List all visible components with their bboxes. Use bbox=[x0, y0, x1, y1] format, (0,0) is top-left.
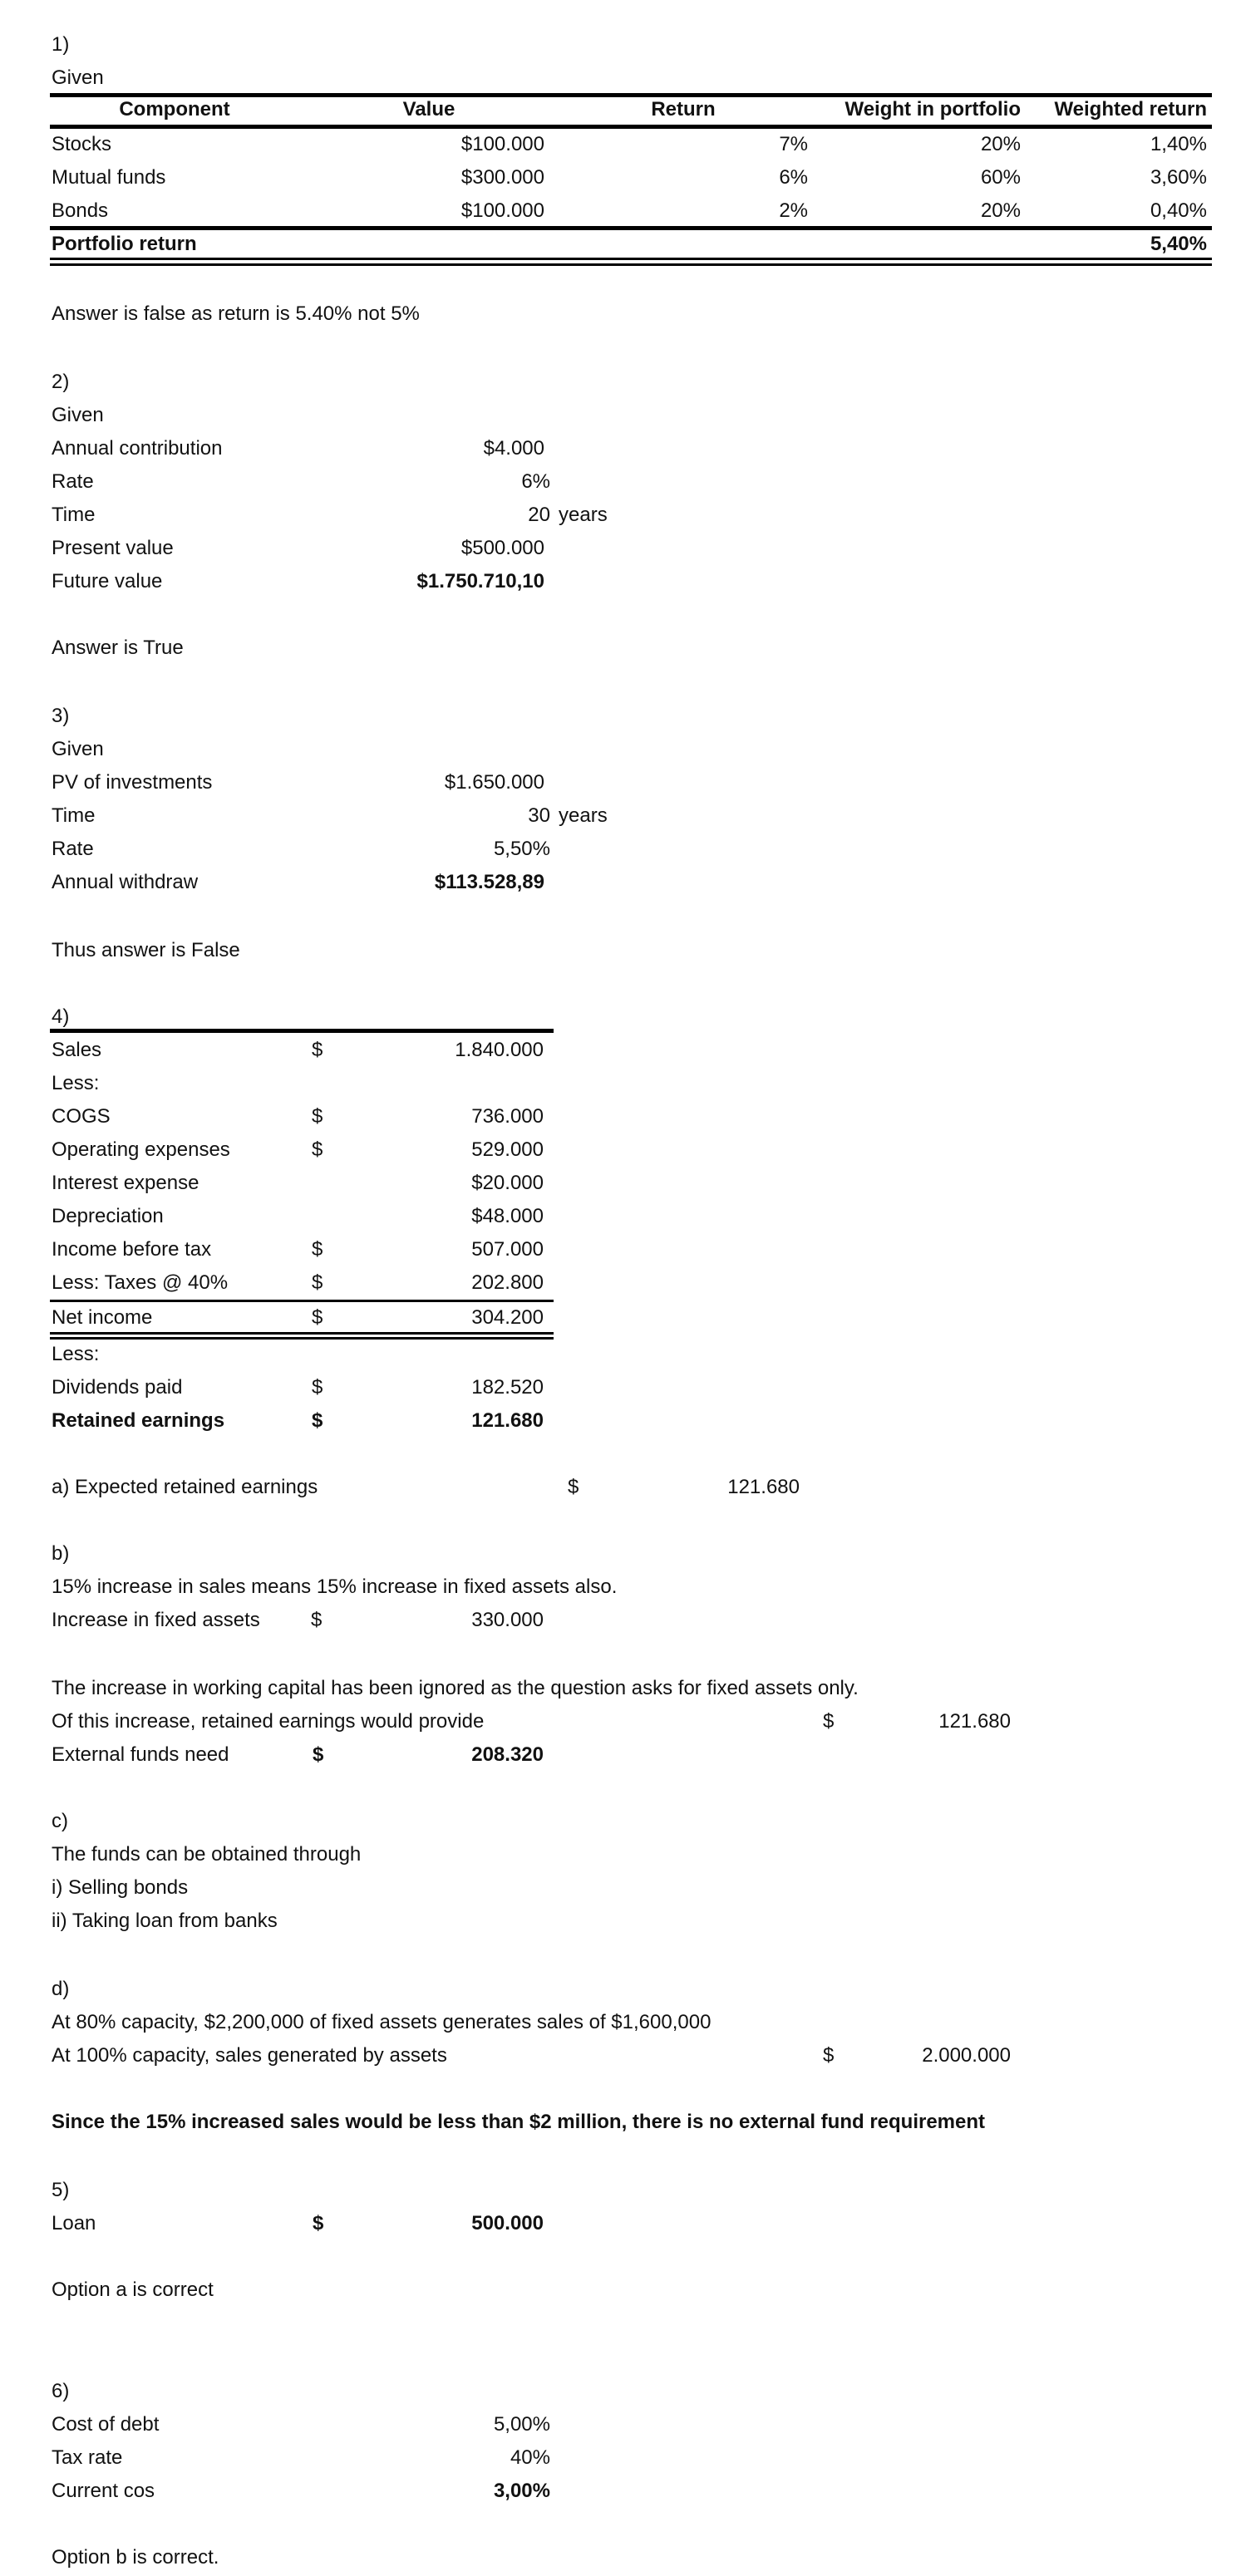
q1-answer: Answer is false as return is 5.40% not 5% bbox=[52, 302, 420, 325]
double-border-bottom bbox=[50, 1337, 554, 1340]
cogs-label: COGS bbox=[52, 1105, 111, 1128]
dividends-label: Dividends paid bbox=[52, 1376, 183, 1399]
tax-rate-value: 40% bbox=[510, 2446, 550, 2469]
external-funds-value: 208.320 bbox=[471, 1743, 544, 1766]
table-top-border bbox=[50, 93, 1212, 97]
part-d-line1: At 80% capacity, $2,200,000 of fixed assets generates sales of $1,600,000 bbox=[52, 2011, 712, 2033]
q5-answer: Option a is correct bbox=[52, 2279, 214, 2301]
future-value-value: $1.750.710,10 bbox=[416, 570, 544, 592]
interest-value: $20.000 bbox=[471, 1172, 544, 1194]
annual-withdraw-label: Annual withdraw bbox=[52, 871, 199, 893]
q1-given: Given bbox=[52, 66, 104, 89]
q3-given: Given bbox=[52, 738, 104, 760]
currency-sign: $ bbox=[312, 1409, 323, 1432]
tax-rate-label: Tax rate bbox=[52, 2446, 123, 2469]
cell-weight: 20% bbox=[980, 133, 1021, 155]
currency-sign: $ bbox=[311, 1609, 323, 1631]
present-value-label: Present value bbox=[52, 537, 174, 559]
time-value: 20 bbox=[528, 504, 550, 526]
portfolio-return-value: 5,40% bbox=[1150, 233, 1207, 255]
part-d-value: 2.000.000 bbox=[922, 2044, 1011, 2067]
annual-withdraw-value: $113.528,89 bbox=[434, 871, 544, 893]
q2-given: Given bbox=[52, 404, 104, 426]
depreciation-label: Depreciation bbox=[52, 1205, 164, 1227]
cell-value: $100.000 bbox=[460, 199, 544, 222]
cell-weight: 60% bbox=[980, 166, 1021, 189]
currency-sign: $ bbox=[312, 1039, 323, 1061]
future-value-label: Future value bbox=[52, 570, 163, 592]
tax-label: Less: Taxes @ 40% bbox=[52, 1271, 229, 1294]
part-c-line3: ii) Taking loan from banks bbox=[52, 1910, 278, 1932]
cell-return: 7% bbox=[779, 133, 808, 155]
ibt-label: Income before tax bbox=[52, 1238, 212, 1261]
pv-investments-label: PV of investments bbox=[52, 771, 213, 794]
double-border-bottom bbox=[50, 263, 1212, 266]
ibt-value: 507.000 bbox=[471, 1238, 544, 1261]
currency-sign: $ bbox=[312, 1376, 323, 1399]
q5-number: 5) bbox=[52, 2179, 70, 2201]
currency-sign: $ bbox=[312, 1138, 323, 1161]
external-funds-label: External funds need bbox=[52, 1743, 229, 1766]
annual-contribution-label: Annual contribution bbox=[52, 437, 223, 460]
currency-sign: $ bbox=[568, 1476, 579, 1498]
rate-label: Rate bbox=[52, 470, 94, 493]
part-a-value: 121.680 bbox=[727, 1476, 800, 1498]
part-c-line2: i) Selling bonds bbox=[52, 1876, 189, 1899]
rate-value: 6% bbox=[521, 470, 550, 493]
less-label: Less: bbox=[52, 1343, 100, 1365]
time-label: Time bbox=[52, 804, 96, 827]
part-c-line1: The funds can be obtained through bbox=[52, 1843, 362, 1866]
part-d-conclusion: Since the 15% increased sales would be less than $2 million, there is no external fund requirement bbox=[52, 2111, 986, 2133]
cell-weighted: 0,40% bbox=[1150, 199, 1207, 222]
retained-earnings-value: 121.680 bbox=[471, 1409, 544, 1432]
header-bottom-border bbox=[50, 125, 1212, 129]
cell-component: Stocks bbox=[52, 133, 112, 155]
part-a-label: a) Expected retained earnings bbox=[52, 1476, 318, 1498]
part-d-line2: At 100% capacity, sales generated by assets bbox=[52, 2044, 447, 2067]
time-unit: years bbox=[559, 804, 608, 827]
rate-value: 5,50% bbox=[493, 838, 550, 860]
net-income-top-border bbox=[50, 1300, 554, 1302]
header-return: Return bbox=[651, 98, 716, 120]
increase-fixed-assets-label: Increase in fixed assets bbox=[52, 1609, 260, 1631]
q1-number: 1) bbox=[52, 33, 70, 56]
cell-weight: 20% bbox=[980, 199, 1021, 222]
net-income-label: Net income bbox=[52, 1306, 153, 1329]
present-value-value: $500.000 bbox=[460, 537, 544, 559]
currency-sign: $ bbox=[312, 1271, 323, 1294]
rate-label: Rate bbox=[52, 838, 94, 860]
cell-component: Mutual funds bbox=[52, 166, 166, 189]
double-border-top bbox=[50, 1332, 554, 1335]
current-cos-value: 3,00% bbox=[493, 2480, 550, 2502]
part-b-label: b) bbox=[52, 1542, 70, 1565]
current-cos-label: Current cos bbox=[52, 2480, 155, 2502]
header-weight: Weight in portfolio bbox=[845, 98, 1021, 120]
double-border-top bbox=[50, 258, 1212, 260]
header-value: Value bbox=[402, 98, 455, 120]
tax-value: 202.800 bbox=[471, 1271, 544, 1294]
total-top-border bbox=[50, 226, 1212, 230]
opex-label: Operating expenses bbox=[52, 1138, 230, 1161]
loan-label: Loan bbox=[52, 2212, 96, 2234]
interest-label: Interest expense bbox=[52, 1172, 199, 1194]
net-income-value: 304.200 bbox=[471, 1306, 544, 1329]
q6-number: 6) bbox=[52, 2380, 70, 2402]
opex-value: 529.000 bbox=[471, 1138, 544, 1161]
part-b-line1: 15% increase in sales means 15% increase in fixed assets also. bbox=[52, 1576, 618, 1598]
retained-earnings-label: Retained earnings bbox=[52, 1409, 225, 1432]
q2-answer: Answer is True bbox=[52, 637, 184, 659]
currency-sign: $ bbox=[312, 1306, 323, 1329]
increase-fixed-assets-value: 330.000 bbox=[471, 1609, 544, 1631]
annual-contribution-value: $4.000 bbox=[483, 437, 544, 460]
currency-sign: $ bbox=[823, 2044, 835, 2067]
cost-of-debt-value: 5,00% bbox=[493, 2413, 550, 2436]
q3-number: 3) bbox=[52, 705, 70, 727]
cell-return: 6% bbox=[779, 166, 808, 189]
pv-investments-value: $1.650.000 bbox=[444, 771, 544, 794]
retained-provide-value: 121.680 bbox=[938, 1710, 1011, 1733]
cell-weighted: 3,60% bbox=[1150, 166, 1207, 189]
q4-number: 4) bbox=[52, 1005, 70, 1028]
retained-provide-label: Of this increase, retained earnings would provide bbox=[52, 1710, 485, 1733]
currency-sign: $ bbox=[312, 1238, 323, 1261]
currency-sign: $ bbox=[313, 2212, 324, 2234]
cost-of-debt-label: Cost of debt bbox=[52, 2413, 160, 2436]
part-c-label: c) bbox=[52, 1810, 68, 1832]
income-table-top-border bbox=[50, 1029, 554, 1033]
depreciation-value: $48.000 bbox=[471, 1205, 544, 1227]
header-weighted-return: Weighted return bbox=[1054, 98, 1207, 120]
time-value: 30 bbox=[528, 804, 550, 827]
currency-sign: $ bbox=[823, 1710, 835, 1733]
header-component: Component bbox=[119, 98, 230, 120]
cell-component: Bonds bbox=[52, 199, 109, 222]
cell-weighted: 1,40% bbox=[1150, 133, 1207, 155]
q3-answer: Thus answer is False bbox=[52, 939, 240, 961]
q2-number: 2) bbox=[52, 371, 70, 393]
part-d-label: d) bbox=[52, 1978, 70, 2000]
dividends-value: 182.520 bbox=[471, 1376, 544, 1399]
cell-value: $100.000 bbox=[460, 133, 544, 155]
cell-value: $300.000 bbox=[460, 166, 544, 189]
loan-value: 500.000 bbox=[471, 2212, 544, 2234]
part-b-note: The increase in working capital has been ignored as the question asks for fixed assets only. bbox=[52, 1677, 859, 1699]
q6-answer: Option b is correct. bbox=[52, 2546, 219, 2569]
sales-value: 1.840.000 bbox=[455, 1039, 544, 1061]
time-unit: years bbox=[559, 504, 608, 526]
time-label: Time bbox=[52, 504, 96, 526]
currency-sign: $ bbox=[312, 1105, 323, 1128]
currency-sign: $ bbox=[313, 1743, 324, 1766]
sales-label: Sales bbox=[52, 1039, 102, 1061]
less-label: Less: bbox=[52, 1072, 100, 1094]
portfolio-return-label: Portfolio return bbox=[52, 233, 197, 255]
cogs-value: 736.000 bbox=[471, 1105, 544, 1128]
cell-return: 2% bbox=[779, 199, 808, 222]
